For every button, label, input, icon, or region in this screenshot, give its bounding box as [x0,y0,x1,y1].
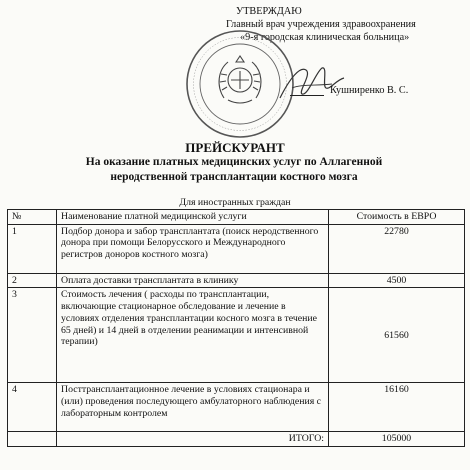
signer-name: Кушниренко В. С. [330,85,409,96]
header-service: Наименование платной медицинской услуги [57,210,329,225]
row-num: 3 [8,288,57,383]
row-service: Стоимость лечения ( расходы по трансплантации, включающие стационарное обследование и лечение в условиях отделения трансплантации косного мозга в течение 65 дней) и 14 дней в отделении реанимации и интенсивной терапии) [57,288,329,383]
approval-heading: УТВЕРЖДАЮ [236,6,302,17]
table-row [8,273,465,288]
subtitle-line1: На оказание платных медицинских услуг по Аллагенной [85,156,383,168]
table-row [8,288,465,383]
header-num: № [8,210,57,225]
audience-note: Для иностранных граждан [179,197,291,208]
row-service: Посттрансплантационное лечение в условиях стационара и (или) проведения последующего амбулаторного наблюдения с лабораторным контролем [57,383,329,432]
row-cost [329,224,465,273]
document-title: ПРЕЙСКУРАНТ [185,140,285,155]
total-empty-cell [8,432,57,447]
row-cost-value: 61560 [384,329,409,341]
approval-position-line1: Главный врач учреждения здравоохранения [226,19,416,30]
price-table [7,209,465,447]
row-service: Подбор донора и забор трансплантата (поиск неродственного донора при помощи Белорусского и Международного регистров доноров костного мозга) [57,224,329,273]
header-cost: Стоимость в ЕВРО [329,210,465,225]
row-cost-value: 4500 [386,274,407,286]
row-cost [329,273,465,288]
row-cost [329,383,465,432]
table-row [8,383,465,432]
row-cost [329,288,465,383]
total-label: ИТОГО: [57,432,329,447]
table-total-row [8,432,465,447]
emblem-icon [219,56,261,103]
table-header-row [8,210,465,225]
document-subtitle [24,155,444,185]
row-num: 4 [8,383,57,432]
row-cost-value: 22780 [384,225,409,237]
approval-position-line2: «9-я городская клиническая больница» [240,32,410,43]
row-num: 2 [8,273,57,288]
row-cost-value: 16160 [384,384,409,396]
row-num: 1 [8,224,57,273]
total-value: 105000 [329,432,465,447]
subtitle-line2: неродственной трансплантации костного мозга [110,171,358,183]
row-service: Оплата доставки трансплантата в клинику [57,273,329,288]
signature-line [290,95,324,96]
table-row [8,224,465,273]
signature-icon [272,58,352,108]
